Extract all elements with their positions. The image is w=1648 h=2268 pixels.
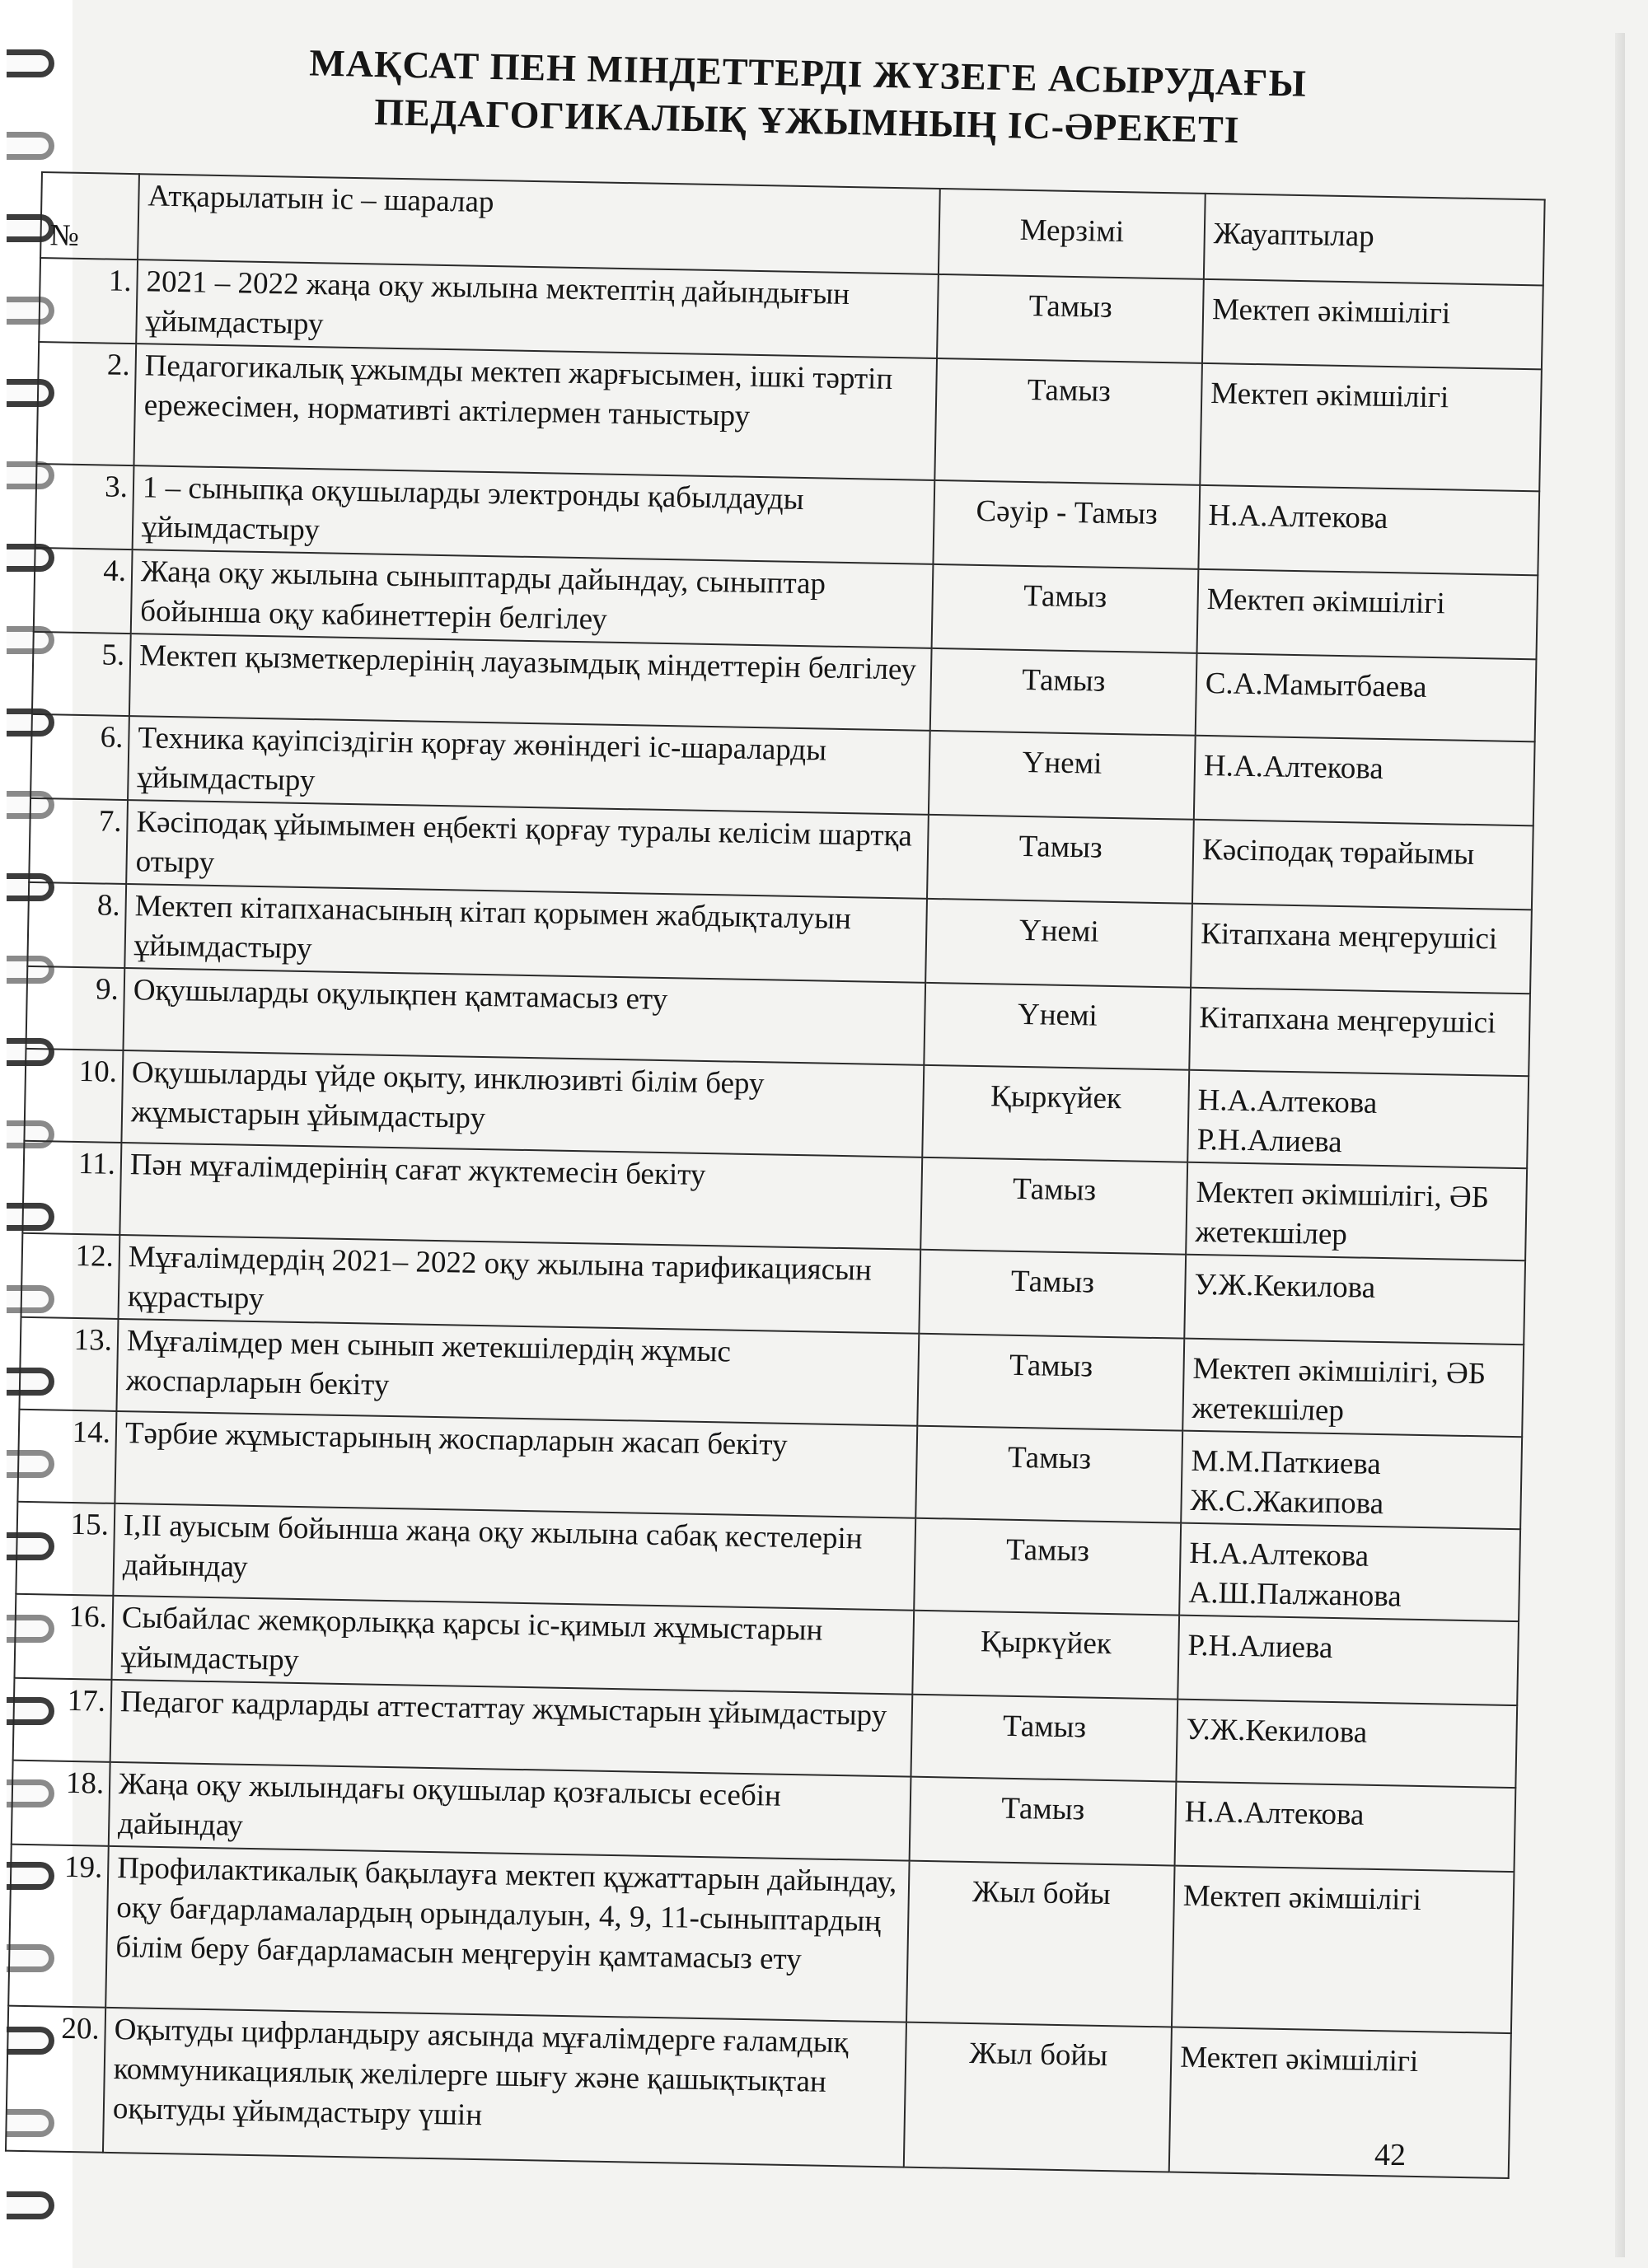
row-activity: Мұғалімдердің 2021– 2022 оқу жылына тарификациясын құрастыру bbox=[118, 1235, 920, 1334]
row-responsible: Мектеп әкімшілігі, ӘБ жетекшілер bbox=[1186, 1162, 1527, 1261]
header-number: № bbox=[40, 172, 139, 260]
row-activity: 2021 – 2022 жаңа оқу жылына мектептің дайындығын ұйымдастыру bbox=[136, 260, 939, 358]
activities-table-wrapper bbox=[6, 171, 1498, 2133]
row-term: Тамыз bbox=[930, 648, 1197, 736]
row-responsible: Мектеп әкімшілігі bbox=[1169, 2027, 1511, 2179]
row-responsible: Кітапхана меңгерушісі bbox=[1189, 988, 1530, 1077]
row-number: 7. bbox=[29, 798, 128, 884]
row-activity: Мұғалімдер мен сынып жетекшілердің жұмыс жоспарларын бекіту bbox=[116, 1319, 919, 1426]
row-responsible: У.Ж.Кекилова bbox=[1176, 1700, 1517, 1789]
row-number: 20. bbox=[6, 2006, 105, 2153]
row-number: 2. bbox=[36, 342, 136, 465]
header-activity: Атқарылатын іс – шаралар bbox=[138, 174, 940, 274]
row-responsible: Р.Н.Алиева bbox=[1177, 1616, 1519, 1706]
title-line-2: ПЕДАГОГИКАЛЫҚ ҰЖЫМНЫҢ ІС-ӘРЕКЕТІ bbox=[373, 90, 1241, 151]
row-number: 14. bbox=[17, 1410, 116, 1503]
row-number: 8. bbox=[27, 882, 126, 968]
row-activity: 1 – сыныпқа оқушыларды электронды қабылдауды ұйымдастыру bbox=[133, 465, 935, 564]
row-term: Тамыз bbox=[932, 564, 1199, 653]
row-term: Тамыз bbox=[919, 1250, 1186, 1339]
row-term: Үнемі bbox=[929, 731, 1196, 820]
row-number: 18. bbox=[12, 1761, 110, 1846]
table-row bbox=[8, 1845, 1514, 2033]
activities-table bbox=[5, 171, 1546, 2179]
row-number: 19. bbox=[8, 1845, 109, 2008]
row-responsible: Н.А.Алтекова bbox=[1194, 736, 1535, 826]
row-activity: Тәрбие жұмыстарының жоспарларын жасап бекіту bbox=[115, 1411, 917, 1518]
row-term: Тамыз bbox=[911, 1695, 1177, 1782]
row-responsible: Мектеп әкімшілігі bbox=[1197, 569, 1538, 660]
row-term: Тамыз bbox=[920, 1157, 1187, 1255]
row-responsible: Н.А.Алтекова bbox=[1175, 1782, 1516, 1873]
row-term: Тамыз bbox=[910, 1777, 1177, 1866]
row-number: 16. bbox=[14, 1594, 113, 1680]
page-title bbox=[205, 37, 1410, 158]
row-responsible: Н.А.Алтекова Р.Н.Алиева bbox=[1187, 1070, 1529, 1169]
row-term: Тамыз bbox=[914, 1518, 1181, 1616]
row-term: Тамыз bbox=[934, 358, 1202, 485]
row-responsible: У.Ж.Кекилова bbox=[1184, 1255, 1525, 1345]
row-activity: Оқушыларды үйде оқыту, инклюзивті білім беру жұмыстарын ұйымдастыру bbox=[121, 1050, 924, 1157]
row-responsible: Мектеп әкімшілігі bbox=[1172, 1866, 1515, 2034]
row-activity: Жаңа оқу жылындағы оқушылар қозғалысы есебін дайындау bbox=[109, 1762, 911, 1861]
page-number: 42 bbox=[1374, 2138, 1406, 2172]
row-term: Үнемі bbox=[924, 983, 1191, 1070]
row-activity: Техника қауіпсіздігін қорғау жөніндегі іс-шараларды ұйымдастыру bbox=[128, 716, 930, 815]
row-number: 1. bbox=[39, 258, 138, 344]
row-activity: Жаңа оқу жылына сыныптарды дайындау, сыныптар бойынша оқу кабинеттерін белгілеу bbox=[131, 549, 934, 648]
row-responsible: Кітапхана меңгерушісі bbox=[1191, 904, 1532, 994]
row-number: 9. bbox=[26, 966, 124, 1050]
row-activity: Сыбайлас жемқорлыққа қарсы іс-қимыл жұмыстарын ұйымдастыру bbox=[111, 1596, 914, 1695]
row-activity: I,II ауысым бойынша жаңа оқу жылына сабақ кестелерін дайындау bbox=[113, 1503, 915, 1611]
row-activity: Педагог кадрларды аттестаттау жұмыстарын ұйымдастыру bbox=[110, 1680, 913, 1777]
row-responsible: М.М.Паткиева Ж.С.Жакипова bbox=[1181, 1431, 1522, 1530]
row-term: Тамыз bbox=[917, 1334, 1184, 1431]
row-term: Жыл бойы bbox=[906, 1861, 1175, 2027]
table-row bbox=[6, 2006, 1511, 2178]
row-number: 12. bbox=[21, 1233, 120, 1319]
row-term: Жыл бойы bbox=[904, 2022, 1172, 2172]
row-number: 13. bbox=[19, 1317, 118, 1411]
row-number: 5. bbox=[32, 632, 131, 716]
row-term: Қыркүйек bbox=[922, 1065, 1189, 1162]
row-term: Тамыз bbox=[915, 1426, 1182, 1523]
row-activity: Мектеп кітапханасының кітап қорымен жабдықталуын ұйымдастыру bbox=[124, 884, 927, 983]
row-responsible: Н.А.Алтекова А.Ш.Палжанова bbox=[1179, 1523, 1520, 1622]
row-responsible: Кәсіподақ төрайымы bbox=[1192, 820, 1533, 910]
row-responsible: Н.А.Алтекова bbox=[1198, 485, 1539, 576]
row-number: 10. bbox=[24, 1049, 123, 1143]
row-responsible: Мектеп әкімшілігі bbox=[1200, 363, 1542, 492]
row-activity: Педагогикалық ұжымды мектеп жарғысымен, ішкі тәртіп ережесімен, нормативті актілермен таныстыру bbox=[133, 344, 937, 480]
title-line-1: МАҚСАТ ПЕН МІНДЕТТЕРДІ ЖҮЗЕГЕ АСЫРУДАҒЫ bbox=[308, 41, 1308, 105]
row-term: Сәуір - Тамыз bbox=[933, 480, 1200, 569]
row-term: Тамыз bbox=[927, 815, 1194, 904]
row-activity: Пән мұғалімдерінің сағат жүктемесін бекіту bbox=[119, 1143, 922, 1250]
row-number: 11. bbox=[22, 1141, 121, 1235]
row-term: Үнемі bbox=[925, 899, 1192, 988]
row-responsible: Мектеп әкімшілігі, ӘБ жетекшілер bbox=[1182, 1339, 1524, 1438]
header-term: Мерзімі bbox=[939, 189, 1206, 279]
binding-ring bbox=[7, 49, 54, 77]
row-activity: Оқытуды цифрландыру аясында мұғалімдерге ғаламдық коммуникациялық желілерге шығу және қашықтықтан оқытуды ұйымдастыру үшін bbox=[103, 2008, 906, 2167]
row-number: 6. bbox=[30, 714, 129, 800]
row-number: 4. bbox=[34, 548, 133, 634]
row-responsible: С.А.Мамытбаева bbox=[1196, 653, 1537, 742]
header-responsible: Жауаптылар bbox=[1204, 194, 1545, 286]
row-number: 17. bbox=[13, 1678, 112, 1762]
page-edge bbox=[1615, 33, 1625, 2257]
binding-ring bbox=[7, 132, 54, 160]
row-activity: Мектеп қызметкерлерінің лауазымдық міндеттерін белгілеу bbox=[129, 634, 932, 731]
binding-ring bbox=[7, 2191, 54, 2219]
row-activity: Оқушыларды оқулықпен қамтамасыз ету bbox=[123, 968, 925, 1065]
row-term: Тамыз bbox=[937, 274, 1204, 363]
row-number: 15. bbox=[16, 1502, 115, 1596]
row-responsible: Мектеп әкімшілігі bbox=[1202, 279, 1543, 370]
row-activity: Кәсіподақ ұйымымен еңбекті қорғау туралы келісім шартқа отыру bbox=[126, 800, 929, 899]
row-term: Қыркүйек bbox=[912, 1611, 1179, 1700]
row-activity: Профилактикалық бақылауға мектеп құжаттарын дайындау, оқу бағдарламалардың орындалуын, 4, 9, 11-сыныптардың білім беру бағдарламасын меңгеруін қамтамасыз ету bbox=[105, 1846, 909, 2022]
row-number: 3. bbox=[35, 464, 134, 549]
